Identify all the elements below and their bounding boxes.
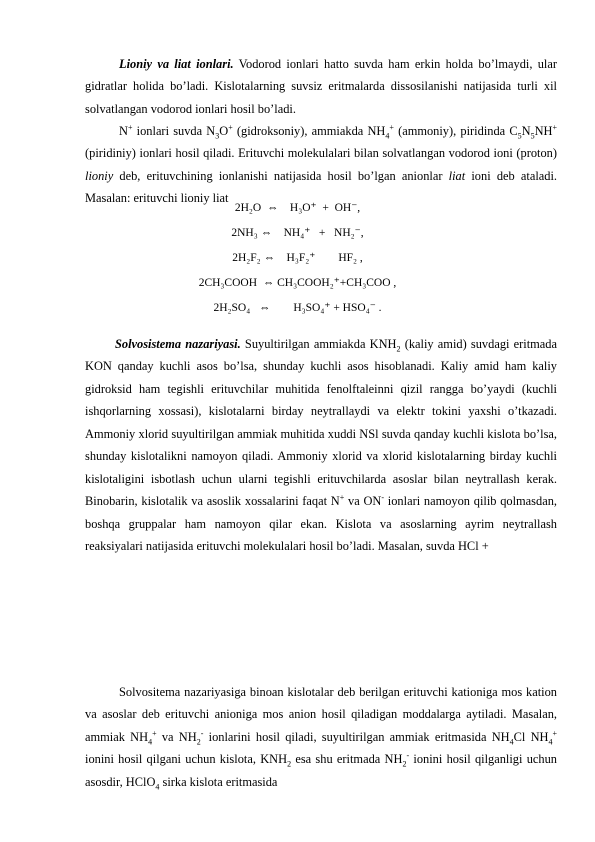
equation-acetic-acid: 2CH₃COOH ⇔ CH₃COOH₂⁺+CH₃COO ,	[198, 277, 397, 289]
term-liat: liat	[448, 168, 466, 183]
subscript: 4	[148, 737, 153, 747]
superscript: +	[228, 122, 233, 132]
subscript: 2	[196, 737, 201, 747]
subscript: 4	[509, 737, 514, 747]
text-run: (kaliy amid) suvdagi eritmada KON qanday kuchli asos bo’lsa, shunday kuchli asos hisoblanadi. Kaliy amid ham kaliy gidroksid ham tegishli erituvchilar muhitida fenolftaleinni qizil rangga bo’yaydi (kuchli ishqorlarning xossasi), kislotalarni birday neytrallaydi va elektr tokini yaxshi o’tkazadi. Ammoniy xlorid suyultirilgan ammiak muhitida xuddi NSl suvda qanday kuchli kislota bo’lsa, shunday kislotalikni namoyon qiladi. Ammoniy xlorid va xlorid kislotalarning birday kuchli kislotaligini isbotlash uchun ularni tegishli erituvchilarda asoslar bilan neytrallash kerak. Binobarin, kislotalik va asoslik xossalarini faqat N	[85, 337, 558, 509]
text-run: deb, erituvchining ionlanishi natijasida hosil bo’lgan anionlar	[113, 168, 449, 183]
equation-water: 2H₂O ⇔ H₃O⁺ + OH⁻,	[234, 202, 361, 214]
text-run: O	[219, 124, 229, 138]
text-run: N	[521, 124, 531, 138]
text-run: (ammoniy), piridinda C	[393, 124, 518, 138]
text-run: esa shu eritmada NH	[291, 752, 403, 767]
subscript: 2	[287, 759, 292, 769]
text-run: Cl NH	[513, 729, 549, 744]
superscript: -	[381, 493, 385, 503]
text-run: (piridiniy) ionlari hosil qiladi. Erituvchi molekulalari bilan solvatlangan vodorod ioni (proton)	[85, 146, 557, 161]
paragraph-text: Vodorod ionlari hatto suvda ham erkin holda bo’lmaydi, ular gidratlar holida bo’ladi. Kislotalarning suvsiz eritmalarda dissosilanishi natijasida turli xil solvatlangan vodorod ionlari hosil bo’ladi.	[85, 57, 557, 116]
subscript: 3	[215, 131, 220, 141]
paragraph-ion-examples	[85, 120, 557, 210]
subscript: 5	[517, 131, 522, 141]
text-run: ioni deb ataladi. Masalan: erituvchi lioniy liat	[85, 168, 558, 206]
subscript: 5	[530, 131, 535, 141]
text-run: va ON	[344, 494, 382, 509]
subscript: 2	[402, 759, 407, 769]
text-run: (gidroksoniy), ammiakda NH	[232, 124, 386, 138]
superscript: +	[152, 728, 157, 738]
equation-ammonia: 2NH₃ ⇔ NH₄⁺ + NH₂⁻,	[231, 227, 364, 239]
superscript: -	[200, 728, 204, 738]
paragraph-solvosistema	[85, 333, 557, 558]
paragraph-lioniy-liat	[85, 53, 557, 120]
equation-sulfuric-acid: 2H₂SO₄ ⇔ H₃SO₄⁺ + HSO₄⁻ .	[213, 302, 382, 314]
superscript: +	[389, 122, 394, 132]
section-heading-solvosistema: Solvosistema nazariyasi.	[115, 337, 241, 351]
superscript: -	[406, 751, 410, 761]
subscript: 4	[385, 131, 390, 141]
text-run: ionlari suvda N	[132, 124, 216, 138]
text-run: ionini hosil qilganligi uchun asosdir, HClO	[85, 752, 557, 789]
text-run: N	[119, 124, 128, 138]
superscript: +	[552, 728, 557, 738]
superscript: +	[127, 122, 133, 132]
text-run: ionlarini hosil qiladi, suyultirilgan ammiak eritmasida NH	[203, 729, 510, 744]
subscript: 4	[548, 737, 553, 747]
section-heading-lioniy-liat: Lioniy va liat ionlari.	[119, 57, 234, 71]
text-run: sirka kislota eritmasida	[159, 774, 278, 789]
superscript: +	[552, 122, 557, 132]
text-run: ionlari namoyon qilib qolmasdan, boshqa gruppalar ham namoyon qilar ekan. Kislota va asoslarning ayrim neytrallash reaksiyalari natijasida erituvchi molekulalari hosil bo’ladi. Masalan, suvda HCl +	[85, 494, 557, 554]
text-run: Solvositema nazariyasiga binoan kislotalar deb berilgan erituvchi kationiga mos kation va asoslar deb erituvchi anioniga mos anion hosil qiladigan moddalarga aytiladi. Masalan, ammiak NH	[85, 685, 557, 744]
paragraph-solvosistema-definition	[85, 681, 557, 793]
term-lioniy: lioniy	[85, 168, 114, 183]
equation-hydrogen-fluoride: 2H₂F₂ ⇔ H₃F₂⁺ HF₂ ,	[232, 252, 363, 264]
text-run: va NH	[156, 729, 197, 744]
text-run: ionini hosil qilgani uchun kislota, KNH	[85, 752, 288, 767]
superscript: +	[339, 493, 345, 503]
subscript: 2	[396, 344, 401, 354]
subscript: 4	[155, 782, 160, 792]
text-run: NH	[534, 124, 553, 138]
text-run: Suyultirilgan ammiakda KNH	[240, 337, 397, 351]
